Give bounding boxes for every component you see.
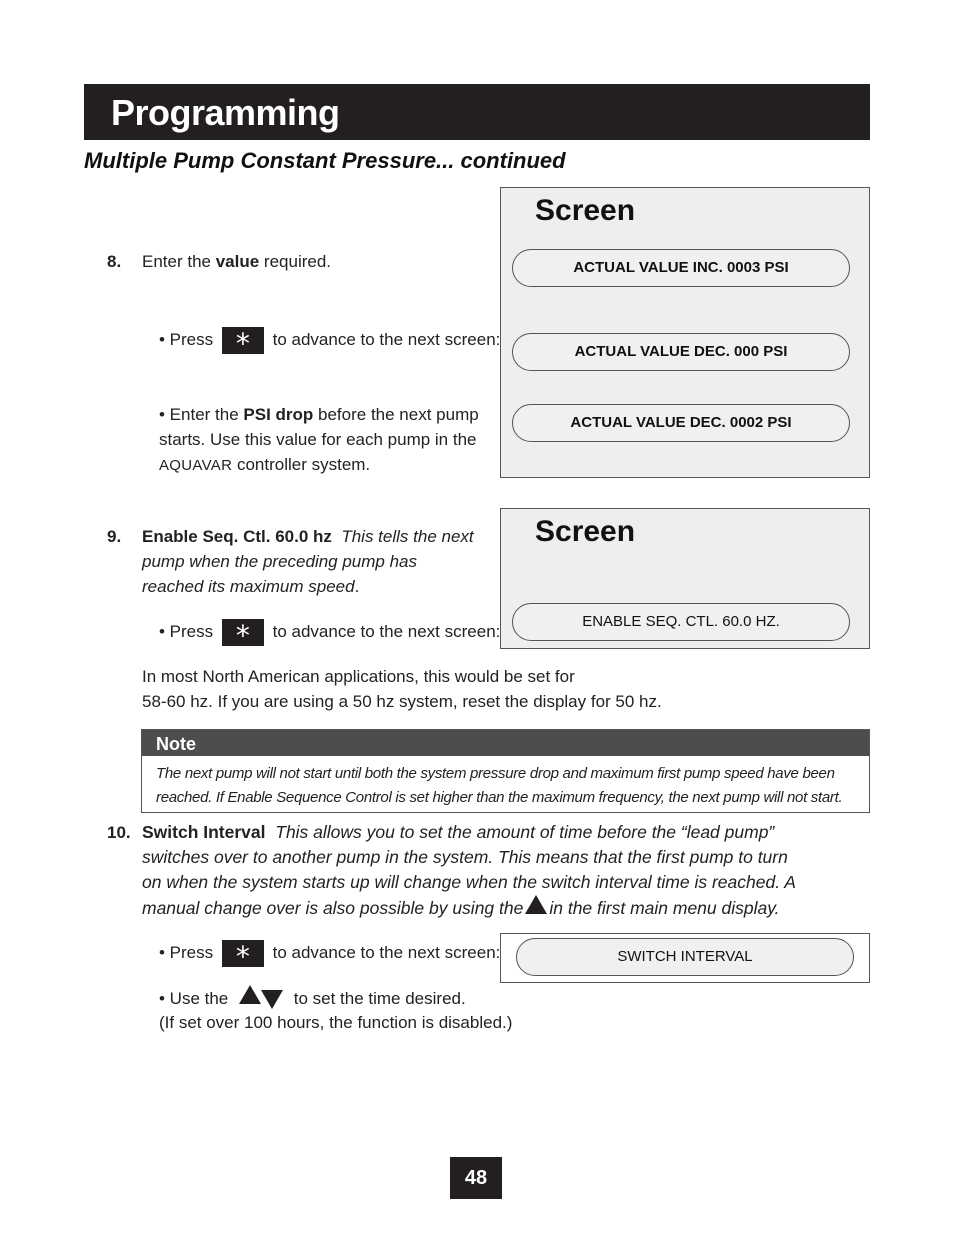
asterisk-key-icon: *: [222, 940, 264, 967]
asterisk-key-icon: *: [222, 327, 264, 354]
note-heading: Note: [142, 730, 869, 756]
step-8-press-line: • Press * to advance to the next screen:: [159, 327, 501, 355]
page-number: 48: [450, 1157, 502, 1199]
step-8-text: Enter the value required.: [142, 252, 332, 271]
note-body: The next pump will not start until both the system pressure drop and maximum first pump speed have been reached. If Enable Sequence Control is set higher than the maximum frequency, the next pump will not start.: [156, 765, 843, 806]
step-9-number: 9.: [107, 527, 122, 546]
screen-heading: Screen: [535, 515, 636, 548]
screen-heading: Screen: [535, 194, 636, 227]
display-enable-seq: ENABLE SEQ. CTL. 60.0 HZ.: [512, 603, 850, 641]
display-switch-interval: SWITCH INTERVAL: [516, 938, 854, 976]
page-title: Programming: [111, 92, 340, 133]
step-9-info: In most North American applications, this would be set for 58-60 hz. If you are using a 50 hz system, reset the display for 50 hz.: [142, 667, 662, 711]
step-9-press-line: • Press * to advance to the next screen:: [159, 619, 501, 647]
step-10-use-arrows: • Use the to set the time desired.: [159, 985, 466, 1011]
step-8-psi-drop: • Enter the PSI drop before the next pump starts. Use this value for each pump in the AQUAVAR controller system.: [159, 405, 479, 474]
step-10-press-line: • Press * to advance to the next screen:: [159, 940, 501, 968]
display-actual-value-dec-1: ACTUAL VALUE DEC. 000 PSI: [512, 333, 850, 371]
step-8-number: 8.: [107, 252, 122, 271]
screen-panel-2: [500, 508, 870, 649]
step-10-number: 10.: [107, 823, 131, 842]
section-subtitle: Multiple Pump Constant Pressure... continued: [84, 148, 566, 173]
screen-panel-1: [500, 187, 870, 478]
note-box: [141, 729, 870, 813]
down-arrow-icon: [261, 990, 283, 1009]
display-actual-value-dec-2: ACTUAL VALUE DEC. 0002 PSI: [512, 404, 850, 442]
step-10-text: Switch Interval This allows you to set the amount of time before the “lead pump” switches over to another pump in the system. This means that the first pump to turn on when the system starts up will change when the switch interval time is reached. A manual change over is also possible by using the in the first main menu display.: [142, 822, 796, 918]
display-actual-value-inc: ACTUAL VALUE INC. 0003 PSI: [512, 249, 850, 287]
screen-panel-3: [500, 933, 870, 983]
up-arrow-icon: [239, 985, 261, 1004]
up-arrow-icon: [525, 895, 547, 914]
asterisk-key-icon: *: [222, 619, 264, 646]
step-9-text: Enable Seq. Ctl. 60.0 hz This tells the next pump when the preceding pump has reached its maximum speed.: [142, 527, 474, 596]
step-10-paren: (If set over 100 hours, the function is disabled.): [159, 1013, 513, 1032]
